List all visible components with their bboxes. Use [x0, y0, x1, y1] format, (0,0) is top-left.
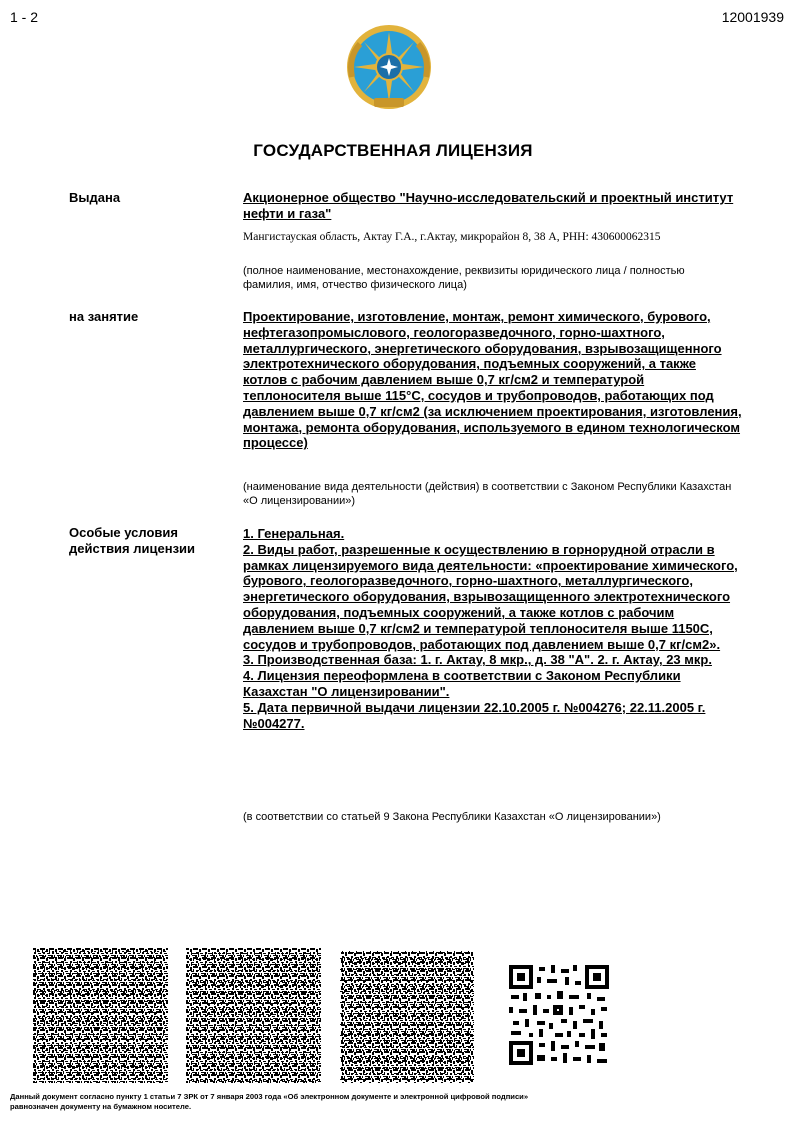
- conditions-label-line1: Особые условия: [69, 525, 178, 540]
- activity-text: Проектирование, изготовление, монтаж, ремонт химического, бурового, нефтегазопромыслового, геологоразведочного, горно-шахтного, металлургического, энергетического оборудования, взрывозащищенного электротехнического оборудования, подъемных сооружений, а также котлов с рабочим давлением выше 0,7 кг/см2 и температурой теплоносителя выше 115°С, сосудов и трубопроводов, работающих под давлением выше 0,7 кг/см2 (за исключением проектирования, изготовления, монтажа, ремонта оборудования, используемого в едином технологическом процессе): [243, 309, 742, 451]
- conditions-list: [243, 526, 743, 731]
- condition-item: 4. Лицензия переоформлена в соответствии с Законом Республики Казахстан "О лицензировании".: [243, 668, 681, 699]
- footer-line2: равнозначен документу на бумажном носителе.: [10, 1102, 192, 1111]
- condition-item: 5. Дата первичной выдачи лицензии 22.10.2005 г. №004276; 22.11.2005 г. №004277.: [243, 699, 706, 731]
- condition-item: 3. Производственная база: 1. г. Актау, 8 мкр., д. 38 "А". 2. г. Актау, 23 мкр.: [243, 652, 712, 668]
- issued-label: Выдана: [69, 190, 121, 205]
- footer-line1: Данный документ согласно пункту 1 статьи 7 ЗРК от 7 января 2003 года «Об электронном документе и электронной цифровой подписи»: [10, 1092, 529, 1101]
- page-number: 1 - 2: [10, 9, 39, 25]
- qr-code-icon: [507, 963, 611, 1067]
- document-title: ГОСУДАРСТВЕННАЯ ЛИЦЕНЗИЯ: [253, 141, 533, 160]
- conditions-label: [69, 525, 195, 557]
- barcode-icon: [186, 948, 321, 1083]
- activity-label: на занятие: [69, 309, 139, 324]
- activity-note: (наименование вида деятельности (действия) в соответствии с Законом Республики Казахстан «О лицензировании»): [243, 481, 732, 507]
- condition-item: 1. Генеральная.: [243, 526, 345, 541]
- barcode-icon: [33, 948, 168, 1083]
- conditions-label-line2: действия лицензии: [69, 541, 196, 556]
- issued-address: Мангистауская область, Актау Г.А., г.Актау, микрорайон 8, 38 А, РНН: 430600062315: [243, 231, 661, 243]
- issued-name: Акционерное общество "Научно-исследовательский и проектный институт нефти и газа": [243, 190, 734, 221]
- footer-legal-note: [10, 1092, 630, 1112]
- barcode-icon: [339, 948, 474, 1083]
- condition-item: 2. Виды работ, разрешенные к осуществлению в горнорудной отрасли в рамках лицензируемого вида деятельности: «проектирование химического, бурового, геологоразведочного, горно-шахтного, металлургического, энергетического оборудования, взрывозащищенного электротехнического оборудования, подъемных сооружений, а также котлов с рабочим давлением выше 0,7 кг/см2 и температурой теплоносителя выше 1150С, сосудов и трубопроводов, работающих под давлением выше 0,7 кг/см2».: [243, 541, 738, 652]
- issued-note: (полное наименование, местонахождение, реквизиты юридического лица / полностью фамилия, имя, отчество физического лица): [243, 265, 685, 291]
- state-emblem-icon: [344, 22, 434, 112]
- document-number: 12001939: [721, 9, 784, 25]
- conditions-note: (в соответствии со статьей 9 Закона Республики Казахстан «О лицензировании»): [243, 811, 661, 823]
